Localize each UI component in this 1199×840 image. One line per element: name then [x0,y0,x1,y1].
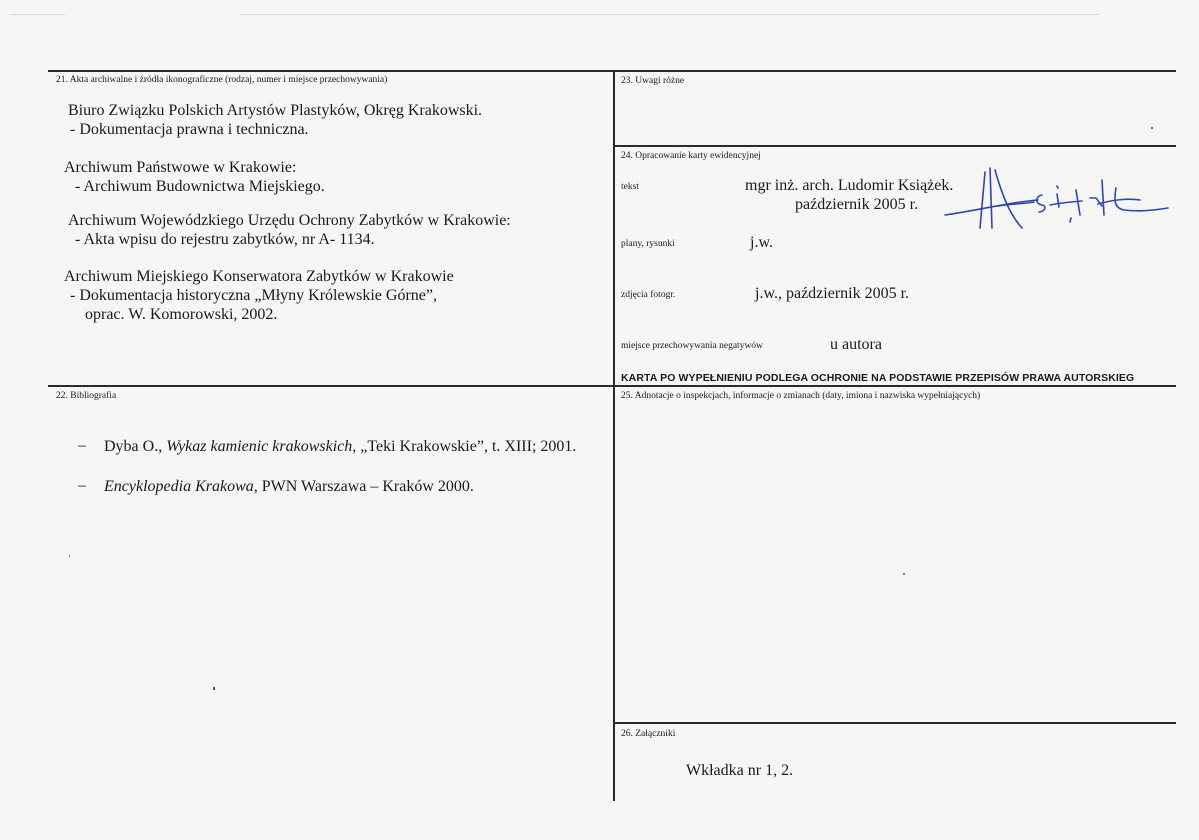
frame-center-divider [613,70,615,801]
plany-label: plany, rysunki [621,239,675,249]
bibliography-item-2: Encyklopedia Krakowa, PWN Warszawa – Kraków 2000. [104,478,474,495]
frame-line-24 [615,145,1176,147]
archive-line-4: - Archiwum Budownictwa Miejskiego. [75,178,325,195]
zdjecia-value: j.w., październik 2005 r. [755,285,910,302]
top-faint-line-left [10,14,65,15]
attachments-value: Wkładka nr 1, 2. [686,762,794,779]
archive-line-7: Archiwum Miejskiego Konserwatora Zabytków w Krakowie [64,268,454,285]
section-26-label: 26. Załączniki [621,729,676,739]
section-25-label: 25. Adnotacje o inspekcjach, informacje o zmianach (daty, imiona i nazwiska wypełniających) [621,391,981,401]
archive-line-5: Archiwum Wojewódzkiego Urzędu Ochrony Zabytków w Krakowie: [68,212,511,229]
scan-speck [213,687,215,690]
archive-line-2: - Dokumentacja prawna i techniczna. [70,121,309,138]
frame-top-line [48,70,1176,72]
negatives-value: u autora [830,336,882,353]
bibliography-bullet-1: – [78,437,86,454]
section-21-label: 21. Akta archiwalne i źródła ikonograficzne (rodzaj, numer i miejsce przechowywania) [56,75,388,85]
archive-line-9: oprac. W. Komorowski, 2002. [85,306,278,323]
tekst-date: październik 2005 r. [795,196,919,213]
signature [940,160,1175,235]
copyright-banner: KARTA PO WYPEŁNIENIU PODLEGA OCHRONIE NA PODSTAWIE PRZEPISÓW PRAWA AUTORSKIEG [621,372,1135,384]
negatives-label: miejsce przechowywania negatywów [621,341,763,351]
archive-line-6: - Akta wpisu do rejestru zabytków, nr A- 1134. [75,231,375,248]
archive-line-8: - Dokumentacja historyczna „Młyny Królewskie Górne”, [70,287,437,304]
scan-speck [69,555,70,557]
scan-speck [903,573,905,575]
section-22-label: 22. Bibliografia [56,391,117,401]
top-faint-line [240,14,1100,15]
archive-line-3: Archiwum Państwowe w Krakowie: [64,159,297,176]
tekst-author: mgr inż. arch. Ludomir Książek. [745,177,954,194]
bibliography-item-1: Dyba O., Wykaz kamienic krakowskich, „Teki Krakowskie”, t. XIII; 2001. [104,438,577,455]
scan-speck [1151,127,1153,129]
plany-value: j.w. [750,234,773,251]
bibliography-bullet-2: – [78,477,86,494]
section-24-label: 24. Opracowanie karty ewidencyjnej [621,151,761,161]
zdjecia-label: zdjęcia fotogr. [621,290,676,300]
archive-line-1: Biuro Związku Polskich Artystów Plastyków, Okręg Krakowski. [68,102,483,119]
frame-middle-line [48,385,1176,387]
frame-line-26 [615,722,1176,724]
tekst-label: tekst [621,182,639,192]
section-23-label: 23. Uwagi różne [621,76,685,86]
